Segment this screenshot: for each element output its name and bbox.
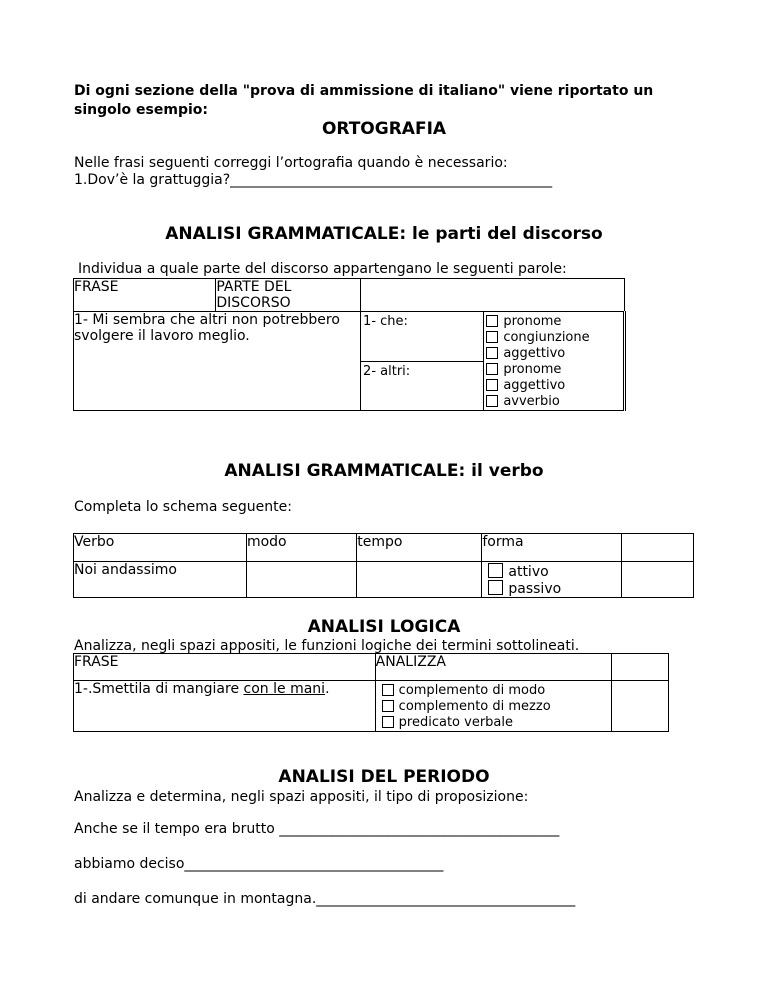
option-pronome-1[interactable]: pronome bbox=[486, 314, 623, 330]
underlined-term: con le mani bbox=[243, 681, 326, 697]
parti-table bbox=[73, 278, 626, 411]
section-title-parti: ANALISI GRAMMATICALE: le parti del discorso bbox=[165, 224, 603, 244]
verbo-tempo-cell[interactable] bbox=[357, 562, 482, 598]
checkbox-icon[interactable] bbox=[486, 395, 498, 407]
header-forma: forma bbox=[482, 534, 621, 562]
parti-instruction: Individua a quale parte del discorso appartengano le seguenti parole: bbox=[78, 261, 567, 277]
header-frase: FRASE bbox=[74, 279, 216, 312]
header-verbo: Verbo bbox=[74, 534, 247, 562]
periodo-instruction: Analizza e determina, negli spazi appositi, il tipo di proposizione: bbox=[74, 789, 529, 805]
section-title-periodo: ANALISI DEL PERIODO bbox=[278, 767, 490, 787]
verbo-modo-cell[interactable] bbox=[246, 562, 356, 598]
parti-words-cell bbox=[361, 312, 484, 411]
section-title-logica: ANALISI LOGICA bbox=[307, 617, 461, 637]
header-parte: PARTE DEL DISCORSO bbox=[216, 279, 361, 312]
checkbox-icon[interactable] bbox=[486, 315, 498, 327]
checkbox-icon[interactable] bbox=[486, 331, 498, 343]
option-complemento-modo[interactable]: complemento di modo bbox=[382, 683, 612, 699]
parti-sentence-cell bbox=[74, 312, 361, 411]
intro-text: Di ogni sezione della "prova di ammissione di italiano" viene riportato un singolo esempio: bbox=[74, 83, 654, 118]
option-attivo[interactable]: attivo bbox=[488, 563, 620, 580]
parti-options-cell bbox=[484, 312, 625, 411]
checkbox-icon[interactable] bbox=[486, 379, 498, 391]
header-modo: modo bbox=[246, 534, 356, 562]
ortografia-item: 1.Dov’è la grattuggia?______________________________________________ bbox=[74, 172, 553, 188]
checkbox-icon[interactable] bbox=[382, 716, 394, 728]
header-extra bbox=[621, 534, 693, 562]
option-avverbio[interactable]: avverbio bbox=[486, 394, 623, 410]
verbo-row-label: Noi andassimo bbox=[74, 562, 247, 598]
option-congiunzione[interactable]: congiunzione bbox=[486, 330, 623, 346]
checkbox-icon[interactable] bbox=[486, 347, 498, 359]
logica-extra-cell bbox=[612, 681, 669, 732]
section-title-ortografia: ORTOGRAFIA bbox=[321, 119, 447, 139]
logica-sentence-cell: 1-.Smettila di mangiare con le mani. bbox=[74, 681, 376, 732]
option-predicato-verbale[interactable]: predicato verbale bbox=[382, 715, 612, 731]
parti-sentence: 1- Mi sembra che altri non potrebbero svolgere il lavoro meglio. bbox=[74, 312, 340, 344]
checkbox-icon[interactable] bbox=[486, 363, 498, 375]
header-analizza: ANALIZZA bbox=[375, 654, 612, 681]
section-title-verbo: ANALISI GRAMMATICALE: il verbo bbox=[224, 461, 544, 481]
word-altri: 2- altri: bbox=[363, 364, 411, 379]
logica-table bbox=[73, 653, 669, 732]
periodo-line-1: Anche se il tempo era brutto ________________________________________ bbox=[74, 821, 560, 837]
option-passivo[interactable]: passivo bbox=[488, 580, 620, 597]
verbo-extra-cell bbox=[621, 562, 693, 598]
verbo-table bbox=[73, 533, 694, 598]
option-complemento-mezzo[interactable]: complemento di mezzo bbox=[382, 699, 612, 715]
periodo-line-2: abbiamo deciso_____________________________________ bbox=[74, 856, 444, 872]
periodo-line-3: di andare comunque in montagna._____________________________________ bbox=[74, 891, 576, 907]
header-empty bbox=[361, 279, 625, 312]
verbo-forma-cell bbox=[482, 562, 621, 598]
option-aggettivo-1[interactable]: aggettivo bbox=[486, 346, 623, 362]
option-pronome-2[interactable]: pronome bbox=[486, 362, 623, 378]
checkbox-icon[interactable] bbox=[488, 580, 503, 595]
word-che: 1- che: bbox=[363, 314, 408, 329]
verbo-instruction: Completa lo schema seguente: bbox=[74, 499, 292, 515]
logica-instruction: Analizza, negli spazi appositi, le funzioni logiche dei termini sottolineati. bbox=[74, 638, 580, 654]
ortografia-instruction: Nelle frasi seguenti correggi l’ortografia quando è necessario: bbox=[74, 155, 508, 171]
checkbox-icon[interactable] bbox=[382, 684, 394, 696]
checkbox-icon[interactable] bbox=[382, 700, 394, 712]
header-tempo: tempo bbox=[357, 534, 482, 562]
header-frase-logica: FRASE bbox=[74, 654, 376, 681]
checkbox-icon[interactable] bbox=[488, 563, 503, 578]
option-aggettivo-2[interactable]: aggettivo bbox=[486, 378, 623, 394]
header-extra-logica bbox=[612, 654, 669, 681]
logica-options-cell bbox=[375, 681, 612, 732]
